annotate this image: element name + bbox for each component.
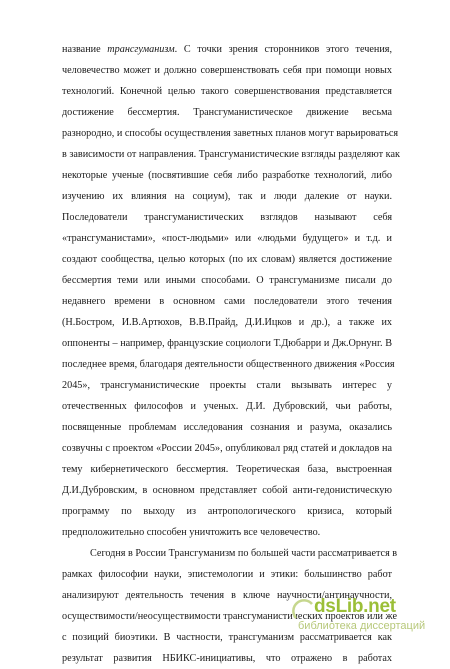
text-line: анализируют деятельность течения в ключе научности/антинаучности, [62, 590, 392, 601]
text-line: созвучны с проектом «России 2045», опубликовал ряд статей и докладов на [62, 443, 392, 454]
text-line: последнее время, благодаря деятельности общественного движения «Россия [62, 359, 395, 370]
text-line: название трансгуманизм. С точки зрения сторонников этого течения, [62, 44, 393, 55]
text-line: посвященные проблемам исследования сознания и разума, оказались [62, 422, 392, 433]
text-line: 2045», трансгуманистические проекты стали вызывать интерес у [62, 380, 392, 391]
text-line: с позиций биоэтики. В частности, трансгуманизм рассматривается как [62, 632, 392, 643]
text-line: «трансгуманистами», «пост-людьми» или «людьми будущего» и т.д. и [62, 233, 392, 244]
text-line: (Н.Бостром, И.В.Артюхов, В.В.Прайд, Д.И.Ицков и др.), а также их [62, 317, 392, 328]
text-line: бессмертия теми или иными способами. О трансгуманизме писали до [62, 275, 392, 286]
text-line: Д.И.Дубровским, в основном представляет собой анти-гедонистическую [62, 485, 392, 496]
text-line: Сегодня в России Трансгуманизм по большей части рассматривается в [90, 548, 398, 559]
text-line: результат развития НБИКС-инициативы, что отражено в работах [62, 653, 392, 664]
text-line: создают сообщества, целью которых (по их словам) является достижение [62, 254, 392, 265]
text-line: изучению их влияния на социум), так и люди далекие от науки. [62, 191, 392, 202]
watermark-arc-icon [292, 598, 316, 622]
text-line: отечественных философов и ученых. Д.И. Дубровский, чьи работы, [62, 401, 392, 412]
text-line: предположительно способен уничтожить все человечество. [62, 527, 321, 538]
text-line: некоторые ученые (посвятившие себя либо разработке технологий, либо [62, 170, 392, 181]
watermark-subtitle: библиотека диссертаций [298, 620, 426, 632]
text-line: Последователи трансгуманистических взглядов называют себя [62, 212, 392, 223]
watermark-logo: dsLib.net [314, 596, 396, 617]
text-line: программу по выходу из антропологического кризиса, который [62, 506, 392, 517]
watermark [292, 596, 442, 636]
text-line: технологий. Конечной целью такого совершенствования представляется [62, 86, 392, 97]
text-line: в зависимости от направления. Трансгуманистические взгляды разделяют как [62, 149, 400, 160]
text-line: рамках философии науки, эпистемологии и этики: большинство работ [62, 569, 392, 580]
text-line: осуществимости/неосуществимости трансгуманистических проектов или же [62, 611, 397, 622]
text-line: тему кибернетического бессмертия. Теоретическая база, выстроенная [62, 464, 392, 475]
text-line: достижение бессмертия. Трансгуманистическое движение весьма [62, 107, 392, 118]
text-line: недавнего времени в основном сами последователи этого течения [62, 296, 392, 307]
text-line: разнородно, и способы осуществления заветных планов могут варьироваться [62, 128, 399, 139]
text-line: человечество может и должно совершенствовать себя при помощи новых [62, 65, 392, 76]
text-line: оппоненты – например, французские социологи Т.Дюбарри и Дж.Орнунг. В [62, 338, 392, 349]
